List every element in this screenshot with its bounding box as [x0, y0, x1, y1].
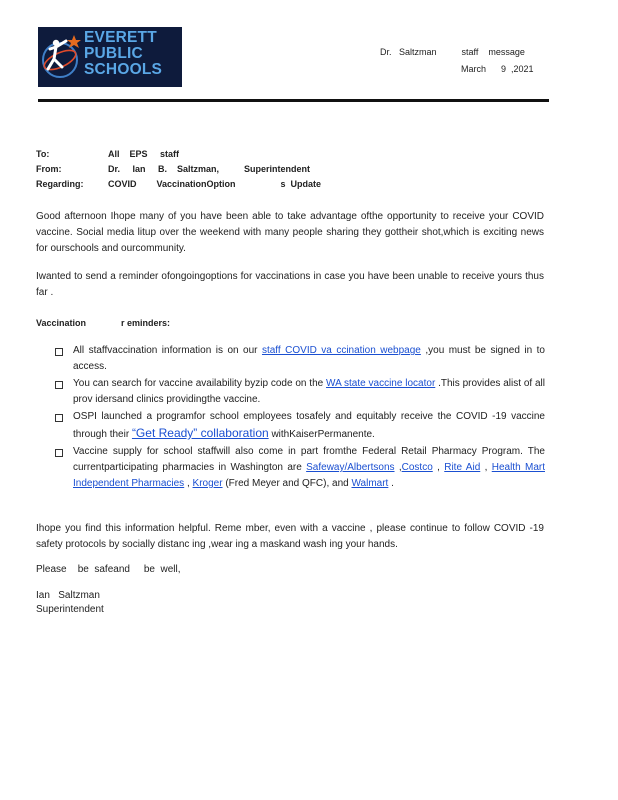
item-text: You can search for vaccine availability byzip code on the [73, 378, 327, 389]
signature-name: Ian Saltzman [36, 590, 100, 601]
header-date: March 9 ,2021 [461, 64, 534, 74]
checkbox-bullet-icon [55, 348, 63, 356]
logo-line-2: PUBLIC [84, 45, 143, 62]
separator: , [394, 462, 402, 473]
separator: . [388, 478, 394, 489]
regarding-value: COVID VaccinationOption s Update [108, 179, 322, 189]
signature-title: Superintendent [36, 604, 104, 615]
item-text: Vaccine supply for school staffwill also come in part fromthe Federal Retail Pharmacy Program. The currentparticipating pharmacies in Washington are [73, 446, 545, 473]
checkbox-bullet-icon [55, 381, 63, 389]
intro-text: Good afternoon Ihope many of you have been able to take advantage ofthe opportunity to receive your COVID vaccine. Social media litup over the weekend with many people sharing they gottheir shot,which is exciting news for ourschools and ourcommunity. [36, 211, 544, 254]
walmart-link[interactable]: Walmart [351, 478, 389, 489]
item-text: All staffvaccination information is on our [73, 345, 262, 356]
reminders-list [55, 343, 545, 493]
list-item [55, 343, 545, 375]
checkbox-bullet-icon [55, 414, 63, 422]
safeway-albertsons-link[interactable]: Safeway/Albertsons [306, 462, 395, 473]
list-item [55, 444, 545, 492]
health-mart-link[interactable]: Health Mart Independent Pharmacies [73, 462, 545, 489]
item-text: OSPI launched a programfor school employees tosafely and equitably receive the COVID -19 vaccine through their [73, 411, 545, 440]
regarding-label: Regarding: [36, 179, 84, 189]
get-ready-collaboration-link[interactable]: “Get Ready” collaboration [131, 426, 269, 440]
separator: , [184, 478, 193, 489]
header-title: Dr. Saltzman staff message [380, 47, 525, 57]
reminder-paragraph [36, 269, 544, 301]
intro-paragraph [36, 209, 544, 257]
staff-vaccination-webpage-link[interactable]: staff COVID va ccination webpage [261, 345, 421, 356]
rite-aid-link[interactable]: Rite Aid [444, 462, 481, 473]
logo-wordmark [84, 30, 162, 78]
closing-text: Ihope you find this information helpful. Reme mber, even with a vaccine , please continue to follow COVID -19 safety protocols by socially distanc ing ,wear ing a maskand wash ing your hands. [36, 523, 544, 550]
header-divider [38, 99, 549, 102]
separator: (Fred Meyer and QFC), and [222, 478, 352, 489]
separator: , [480, 462, 492, 473]
list-item [55, 409, 545, 443]
district-logo [38, 27, 182, 87]
from-value: Dr. Ian B. Saltzman, Superintendent [108, 164, 311, 174]
checkbox-bullet-icon [55, 449, 63, 457]
separator: , [432, 462, 445, 473]
wa-vaccine-locator-link[interactable]: WA state vaccine locator [326, 378, 436, 389]
item-text: ,you must be signed in to access. [73, 345, 545, 372]
logo-line-1: EVERETT [84, 29, 157, 46]
list-item [55, 376, 545, 408]
to-value: All EPS staff [108, 149, 180, 159]
to-label: To: [36, 149, 50, 159]
item-text: withKaiserPermanente. [268, 429, 375, 440]
costco-link[interactable]: Costco [401, 462, 433, 473]
kroger-link[interactable]: Kroger [192, 478, 223, 489]
from-label: From: [36, 164, 62, 174]
memo-header [0, 149, 618, 199]
sign-off: Please be safeand be well, [36, 564, 181, 575]
logo-line-3: SCHOOLS [84, 61, 163, 78]
closing-paragraph [36, 521, 544, 553]
item-text: .This provides alist of all prov idersand clinics providingthe vaccine. [73, 378, 545, 405]
reminders-heading: Vaccination r eminders: [36, 318, 171, 328]
reminder-text: Iwanted to send a reminder ofongoingoptions for vaccinations in case you have been unable to receive yours thus far . [36, 271, 544, 298]
